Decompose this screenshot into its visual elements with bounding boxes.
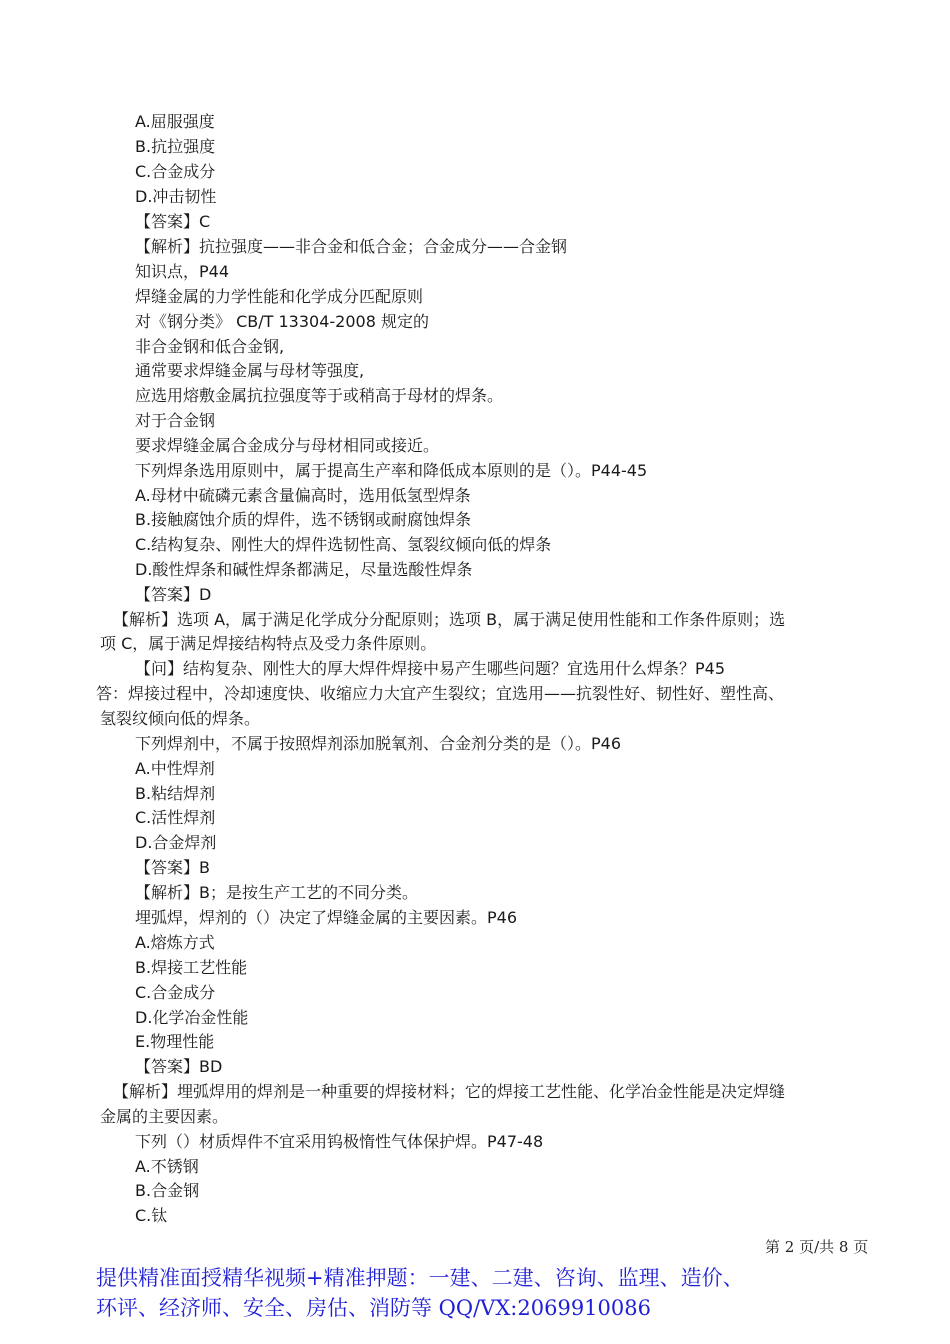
option-b: B.抗拉强度 xyxy=(135,137,216,156)
option-d: D.冲击韧性 xyxy=(135,187,217,206)
option-c: C.钛 xyxy=(135,1206,168,1225)
option-c: C.合金成分 xyxy=(135,983,216,1002)
option-d: D.化学冶金性能 xyxy=(135,1008,249,1027)
question-line: 埋弧焊，焊剂的（）决定了焊缝金属的主要因素。P46 xyxy=(135,908,518,927)
promo-banner-line-1: 提供精准面授精华视频+精准押题：一建、二建、咨询、监理、造价、 xyxy=(96,1266,744,1290)
option-d: D.酸性焊条和碱性焊条都满足，尽量选酸性焊条 xyxy=(135,560,473,579)
answer-line: 【答案】D xyxy=(135,585,212,604)
text-line: 通常要求焊缝金属与母材等强度, xyxy=(135,361,365,380)
page-number: 第 2 页/共 8 页 xyxy=(765,1238,869,1256)
text-line: 焊缝金属的力学性能和化学成分匹配原则 xyxy=(135,287,424,306)
question-line: 下列（）材质焊件不宜采用钨极惰性气体保护焊。P47-48 xyxy=(135,1132,544,1151)
option-a: A.中性焊剂 xyxy=(135,759,215,778)
text-line: 非合金钢和低合金钢, xyxy=(135,337,285,356)
promo-banner-line-2: 环评、经济师、安全、房估、消防等 QQ/VX:2069910086 xyxy=(96,1296,651,1320)
option-b: B.接触腐蚀介质的焊件，选不锈钢或耐腐蚀焊条 xyxy=(135,510,472,529)
option-b: B.焊接工艺性能 xyxy=(135,958,248,977)
analysis-line: 【解析】埋弧焊用的焊剂是一种重要的焊接材料；它的焊接工艺性能、化学冶金性能是决定焊缝 xyxy=(113,1082,786,1101)
question-line: 下列焊剂中，不属于按照焊剂添加脱氧剂、合金剂分类的是（）。P46 xyxy=(135,734,622,753)
option-a: A.不锈钢 xyxy=(135,1157,199,1176)
option-c: C.活性焊剂 xyxy=(135,808,216,827)
text-line: 知识点，P44 xyxy=(135,262,230,281)
analysis-line: 【解析】B；是按生产工艺的不同分类。 xyxy=(135,883,418,902)
analysis-line: 金属的主要因素。 xyxy=(100,1107,229,1126)
option-b: B.粘结焊剂 xyxy=(135,784,216,803)
analysis-line: 【解析】抗拉强度——非合金和低合金；合金成分——合金钢 xyxy=(135,237,568,256)
text-line: 要求焊缝金属合金成分与母材相同或接近。 xyxy=(135,436,440,455)
option-a: A.熔炼方式 xyxy=(135,933,215,952)
option-c: C.合金成分 xyxy=(135,162,216,181)
analysis-line: 项 C，属于满足焊接结构特点及受力条件原则。 xyxy=(100,634,437,653)
answer-line: 【答案】C xyxy=(135,212,211,231)
answer-line: 【答案】B xyxy=(135,858,210,877)
option-d: D.合金焊剂 xyxy=(135,833,217,852)
text-line: 对《钢分类》 CB/T 13304-2008 规定的 xyxy=(135,312,429,331)
question-line: 【问】结构复杂、刚性大的厚大焊件焊接中易产生哪些问题？宜选用什么焊条？P45 xyxy=(135,659,726,678)
answer-line: 【答案】BD xyxy=(135,1057,223,1076)
analysis-line: 【解析】选项 A，属于满足化学成分分配原则；选项 B，属于满足使用性能和工作条件原则；选 xyxy=(113,610,786,629)
text-line: 应选用熔敷金属抗拉强度等于或稍高于母材的焊条。 xyxy=(135,386,504,405)
text-line: 对于合金钢 xyxy=(135,411,216,430)
option-c: C.结构复杂、刚性大的焊件选韧性高、氢裂纹倾向低的焊条 xyxy=(135,535,552,554)
reply-line: 氢裂纹倾向低的焊条。 xyxy=(100,709,261,728)
reply-line: 答：焊接过程中，冷却速度快、收缩应力大宜产生裂纹；宜选用——抗裂性好、韧性好、塑性高、 xyxy=(96,684,785,703)
question-line: 下列焊条选用原则中，属于提高生产率和降低成本原则的是（）。P44-45 xyxy=(135,461,648,480)
option-b: B.合金钢 xyxy=(135,1181,200,1200)
option-a: A.母材中硫磷元素含量偏高时，选用低氢型焊条 xyxy=(135,486,471,505)
option-e: E.物理性能 xyxy=(135,1032,215,1051)
option-a: A.屈服强度 xyxy=(135,112,215,131)
